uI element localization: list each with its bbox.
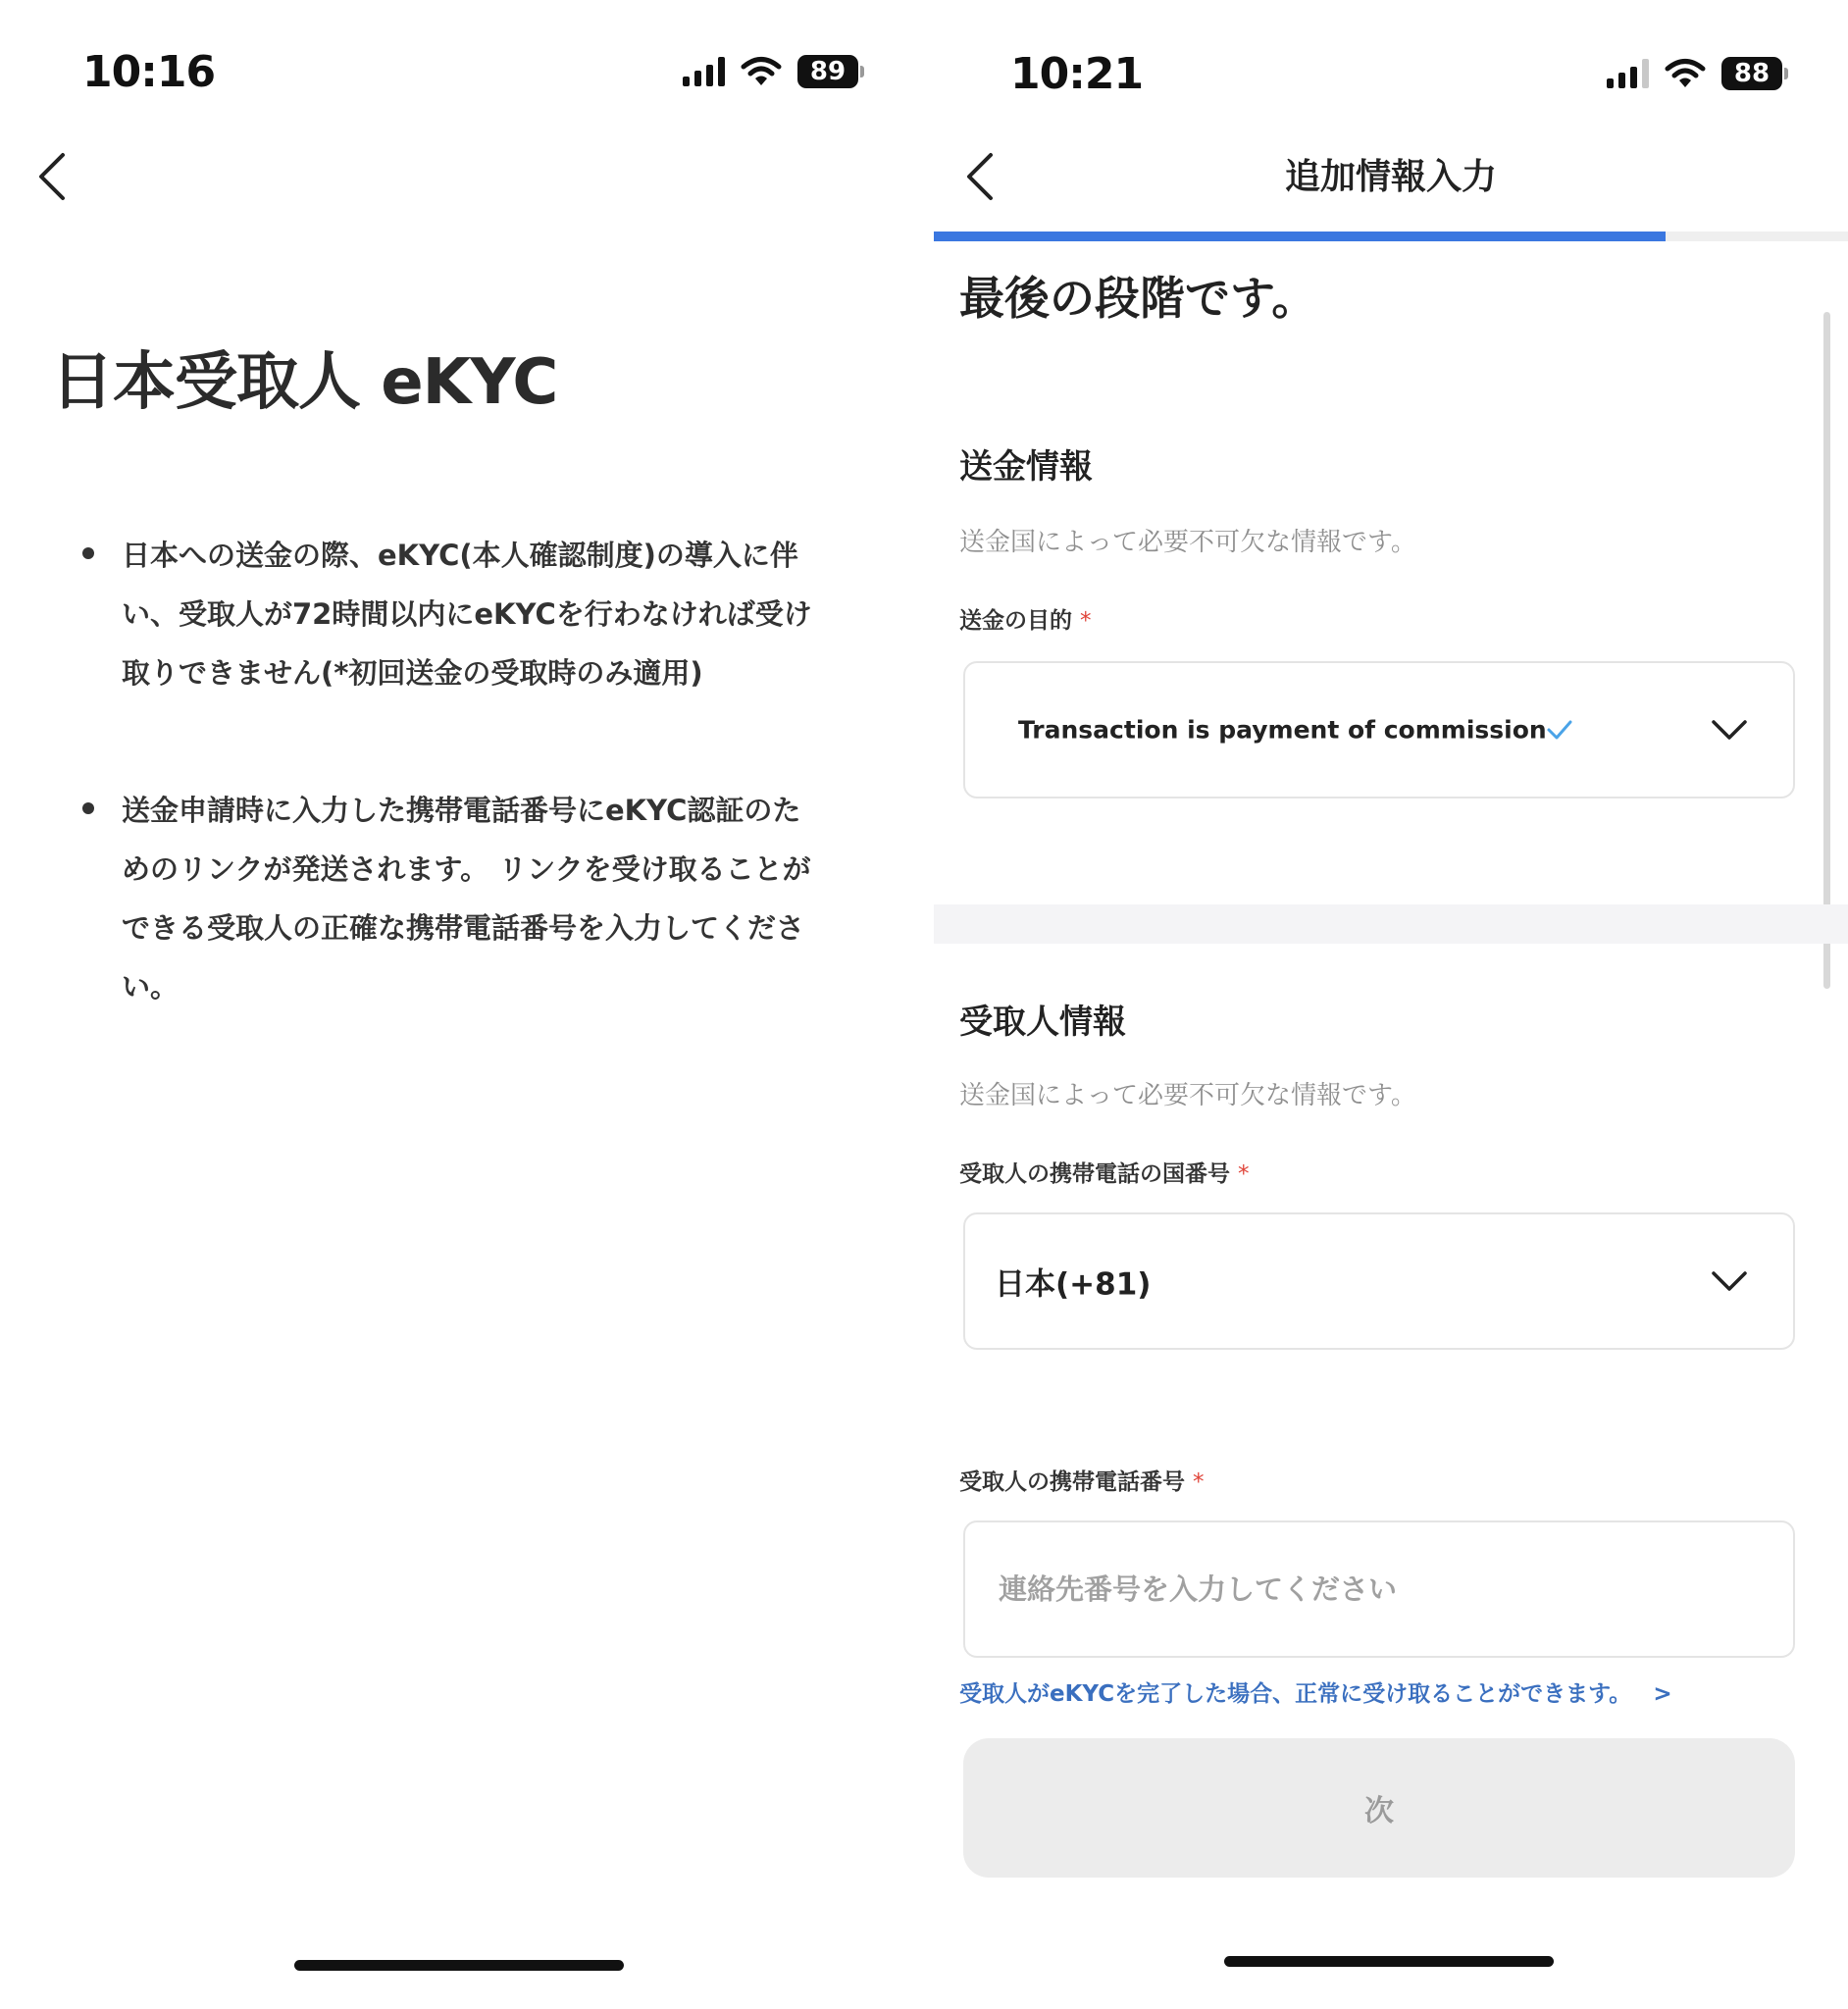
purpose-label-text: 送金の目的 <box>959 608 1072 634</box>
country-code-value: 日本(+81) <box>995 1266 1152 1303</box>
wifi-icon <box>1665 58 1706 89</box>
bullet-dot <box>82 802 94 814</box>
required-mark: * <box>1080 608 1092 634</box>
country-code-label-text: 受取人の携帯電話の国番号 <box>959 1161 1230 1187</box>
country-code-label <box>959 1156 1250 1188</box>
ekyc-info-link[interactable] <box>959 1675 1672 1708</box>
info-bullet-2 <box>82 781 828 1016</box>
phone-label <box>959 1464 1205 1496</box>
battery-icon <box>797 55 864 88</box>
signal-icon <box>1607 59 1649 88</box>
battery-level: 88 <box>1721 57 1782 90</box>
info-bullet-1 <box>82 526 828 702</box>
progress-bar <box>934 232 1666 241</box>
battery-level: 89 <box>797 55 858 88</box>
back-button[interactable] <box>31 147 80 206</box>
header-title: 追加情報入力 <box>1284 157 1497 197</box>
bullet-text: 日本への送金の際、eKYC(本人確認制度)の導入に伴い、受取人が72時間以内にeKYCを行わなければ受け取りできません(*初回送金の受取時のみ適用) <box>122 539 812 690</box>
purpose-value: Transaction is payment of commission <box>1018 715 1547 745</box>
chevron-down-icon <box>1711 719 1748 741</box>
next-button[interactable]: 次 <box>963 1738 1795 1878</box>
chevron-left-icon <box>31 147 80 206</box>
status-time: 10:16 <box>82 47 216 97</box>
required-mark: * <box>1193 1469 1205 1495</box>
country-code-select[interactable] <box>963 1212 1795 1350</box>
purpose-label <box>959 602 1092 635</box>
chevron-right-icon: > <box>1653 1681 1672 1707</box>
status-icons <box>683 55 864 88</box>
required-mark: * <box>1238 1161 1250 1187</box>
bullet-dot <box>82 547 94 559</box>
section-title-recipient: 受取人情報 <box>959 1003 1126 1042</box>
status-icons <box>1607 57 1788 90</box>
check-icon <box>1546 718 1573 742</box>
section-title-remittance: 送金情報 <box>959 447 1093 487</box>
ekyc-link-text: 受取人がeKYCを完了した場合、正常に受け取ることができます。 <box>959 1681 1632 1707</box>
phone-label-text: 受取人の携帯電話番号 <box>959 1469 1185 1495</box>
chevron-down-icon <box>1711 1270 1748 1292</box>
section-desc-remittance: 送金国によって必要不可欠な情報です。 <box>959 528 1416 557</box>
step-heading: 最後の段階です。 <box>959 272 1317 325</box>
page-title: 日本受取人 eKYC <box>51 346 558 419</box>
status-time: 10:21 <box>1010 49 1144 99</box>
battery-icon <box>1721 57 1788 90</box>
bullet-text: 送金申請時に入力した携帯電話番号にeKYC認証のためのリンクが発送されます。 リンクを受け取ることができる受取人の正確な携帯電話番号を入力してください。 <box>122 794 811 1004</box>
home-indicator[interactable] <box>1224 1956 1554 1967</box>
purpose-select[interactable] <box>963 661 1795 798</box>
section-desc-recipient: 送金国によって必要不可欠な情報です。 <box>959 1081 1416 1110</box>
scrollbar[interactable] <box>1823 312 1830 989</box>
right-screen <box>934 0 1848 2009</box>
section-divider <box>934 904 1848 944</box>
signal-icon <box>683 57 725 86</box>
home-indicator[interactable] <box>294 1960 624 1971</box>
phone-input[interactable] <box>963 1520 1795 1658</box>
wifi-icon <box>741 56 782 87</box>
